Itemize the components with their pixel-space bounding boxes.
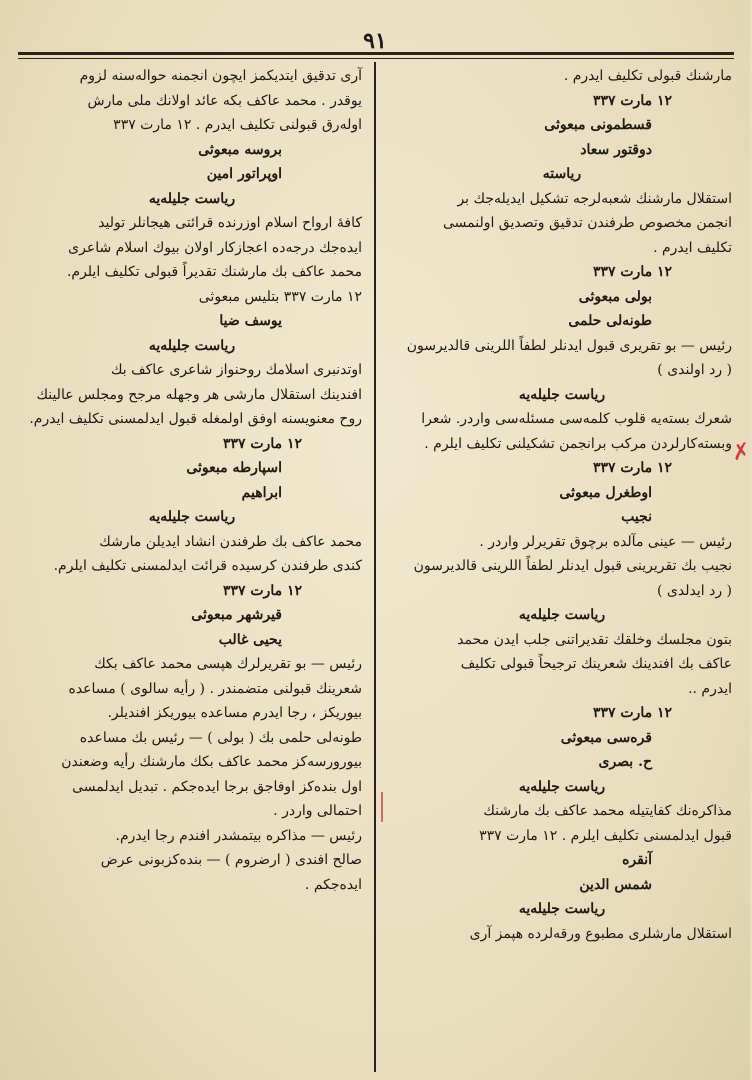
signature-line: آنقره — [622, 852, 652, 868]
text-line: رئیس — بو تقریری قبول ایدنلر لطفاً اللرینی قالدیرسون — [406, 337, 732, 354]
text-line: ایدرم .. — [688, 680, 732, 697]
red-margin-stroke — [381, 792, 391, 822]
text-line: مارشنك قبولی تكلیف ایدرم . — [563, 68, 732, 84]
signature-line: اوطغرل مبعوثی — [559, 484, 652, 501]
signature-line: بولی مبعوثی — [578, 288, 652, 305]
text-line: طونه‌لی حلمی بك ( بولی ) — رئیس بك مساعده — [79, 729, 362, 746]
text-line: ١٢ مارت ٣٣٧ بتلیس مبعوثی — [198, 288, 362, 305]
signature-line: یوسف ضیا — [219, 313, 282, 329]
text-line: ایده‌جكم . — [304, 876, 362, 893]
text-line: شعرك بسته‌یه قلوب كلمه‌سی مسئله‌سی واردر. شعرا — [421, 411, 732, 427]
header-rule — [18, 52, 734, 55]
text-line: مذاكره‌نك كفایتیله محمد عاكف بك مارشنك — [483, 803, 732, 819]
column-divider — [374, 62, 376, 1072]
signature-line: قیرشهر مبعوثی — [191, 607, 282, 623]
date-line: ١٢ مارت ٣٣٧ — [592, 92, 672, 109]
signature-line: طونه‌لی حلمی — [568, 313, 652, 329]
right-column — [392, 64, 732, 946]
section-heading: ریاست جلیله‌یه — [518, 901, 606, 917]
text-line: ( رد اولندی ) — [657, 362, 732, 378]
section-heading: ریاست جلیله‌یه — [518, 386, 606, 403]
text-line: شعرینك قبولنی متضمندر . ( رأیه سالوی ) مساعده — [68, 680, 362, 697]
text-line: احتمالی واردر . — [273, 803, 362, 819]
date-line: ١٢ مارت ٣٣٧ — [592, 705, 672, 721]
text-line: اول بنده‌كز اوفاجق برجا ایده‌جكم . تبدیل ایدلمسی — [72, 778, 362, 795]
date-line: ١٢ مارت ٣٣٧ — [222, 435, 302, 452]
text-line: بیوریكز ، رجا ایدرم مساعده بیوریكز افندیلر. — [107, 705, 362, 721]
text-line: كافهٔ ارواح اسلام اوزرنده قرائتی هیجانلر تولید — [98, 215, 362, 231]
text-line: اوله‌رق قبولنی تكلیف ایدرم . ١٢ مارت ٣٣٧ — [113, 117, 362, 133]
text-line: یوقدر . محمد عاكف بكه عائد اولانك ملی مارش — [87, 92, 362, 109]
date-line: ١٢ مارت ٣٣٧ — [592, 264, 672, 280]
signature-line: شمس الدین — [579, 876, 652, 893]
date-line: ١٢ مارت ٣٣٧ — [592, 460, 672, 476]
text-line: آری تدقیق ایتدیكمز ایچون انجمنه حواله‌سنه لزوم — [79, 68, 362, 84]
signature-line: اوپراتور امین — [206, 166, 282, 182]
text-line: صالح افندی ( ارضروم ) — بنده‌كزبونی عرض — [100, 852, 362, 868]
text-line: استقلال مارشنك شعبه‌لرجه تشكیل ایدیله‌جك بر — [457, 190, 732, 207]
text-line: وبسته‌كارلردن مركب برانجمن تشكیلنی تكلیف ایلرم . — [424, 435, 732, 452]
text-line: روح معنویسنه اوفق اولمغله قبول ایدلمسنی تكلیف ایدرم. — [29, 411, 362, 427]
text-line: بتون مجلسك وخلقك تقدیراتنی جلب ایدن محمد — [457, 631, 732, 648]
text-line: رئیس — بو تقریرلرك هپسی محمد عاكف بكك — [94, 656, 362, 672]
text-line: نجیب بك تقریرینی قبول ایدنلر لطفاً اللرینی قالدیرسون — [413, 558, 732, 574]
text-line: افندینك استقلال مارشی هر وجهله مرجح ومجلس عالینك — [36, 386, 362, 403]
signature-line: بروسه مبعوثی — [198, 141, 282, 158]
page-number: ٩١ — [363, 28, 387, 54]
red-pencil-mark: ✗ — [729, 438, 752, 467]
signature-line: نجیب — [621, 509, 652, 525]
text-line: قبول ایدلمسنی تكلیف ایلرم . ١٢ مارت ٣٣٧ — [479, 827, 732, 844]
section-heading: ریاست جلیله‌یه — [148, 509, 236, 525]
signature-line: دوقتور سعاد — [580, 141, 652, 158]
section-heading: ریاسته — [542, 166, 582, 182]
section-heading: ریاست جلیله‌یه — [148, 190, 236, 207]
left-column — [22, 64, 362, 897]
date-line: ١٢ مارت ٣٣٧ — [222, 582, 302, 599]
section-heading: ریاست جلیله‌یه — [518, 607, 606, 623]
text-line: اوتدنبری اسلامك روحنواز شاعری عاكف بك — [110, 362, 362, 378]
signature-line: یحیی غالب — [218, 631, 282, 648]
header-rule-thin — [18, 58, 734, 59]
text-line: استقلال مارشلری مطبوع ورقه‌لرده هپمز آری — [469, 925, 732, 942]
text-line: ایده‌جك درجه‌ده اعجازكار اولان بیوك اسلام شاعری — [68, 239, 362, 256]
signature-line: ح. بصری — [598, 754, 652, 770]
text-line: كندی طرفندن كرسیده قرائت ایدلمسنی تكلیف ایلرم. — [53, 558, 362, 574]
text-line: ( رد ایدلدی ) — [657, 582, 732, 599]
section-heading: ریاست جلیله‌یه — [148, 337, 236, 354]
text-line: محمد عاكف بك مارشنك تقدیراً قبولی تكلیف ایلرم. — [66, 264, 362, 280]
signature-line: اسپارطه مبعوثی — [186, 460, 282, 476]
text-line: انجمن مخصوص طرفندن تدقیق وتصدیق اولنمسی — [442, 215, 732, 231]
signature-line: قسطمونی مبعوثی — [544, 117, 652, 133]
text-line: تكلیف ایدرم . — [653, 239, 732, 256]
text-line: محمد عاكف بك طرفندن انشاد ایدیلن مارشك — [99, 533, 362, 550]
signature-line: قره‌سی مبعوثی — [560, 729, 652, 746]
text-line: عاكف بك افندینك شعرینك ترجیحاً قبولی تكلیف — [460, 656, 732, 672]
section-heading: ریاست جلیله‌یه — [518, 778, 606, 795]
text-line: بیورورسه‌كز محمد عاكف بكك مارشنك رأیه وضعندن — [61, 754, 362, 770]
signature-line: ابراهیم — [241, 484, 282, 501]
text-line: رئیس — عینی مآلده برچوق تقریرلر واردر . — [479, 533, 732, 550]
text-line: رئیس — مذاكره بیتمشدر افندم رجا ایدرم. — [115, 827, 362, 844]
